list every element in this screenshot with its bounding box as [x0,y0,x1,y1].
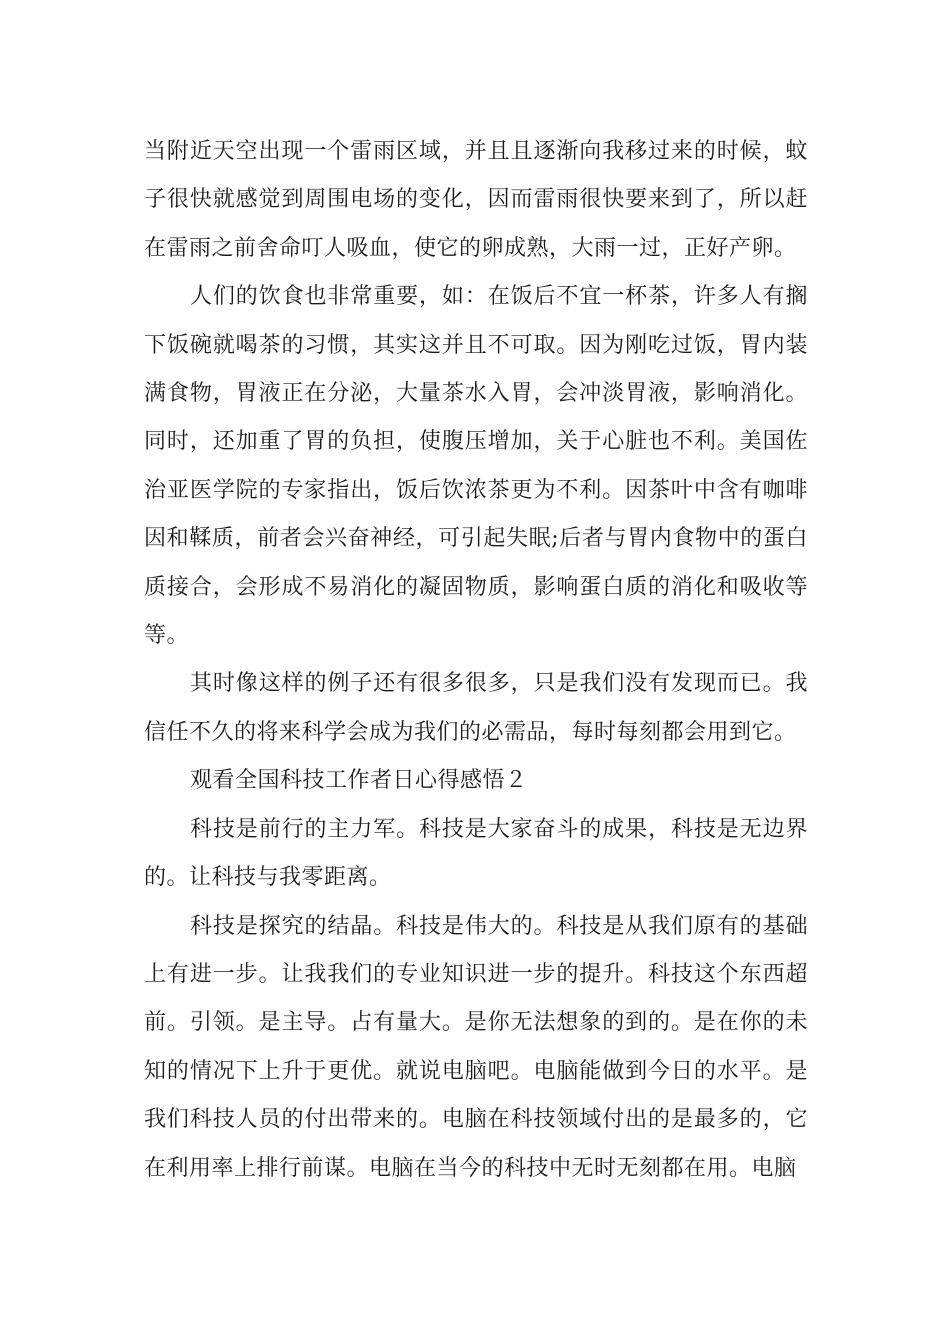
section-heading: 观看全国科技工作者日心得感悟２ [190,768,528,794]
paragraph-mosquito: 当附近天空出现一个雷雨区域，并且且逐渐向我移过来的时候，蚊子很快就感觉到周围电场的变化，因而雷雨很快要来到了，所以赶在雷雨之前舍命叮人吸血，使它的卵成熟，大雨一过，正好产卵。 [144,139,808,261]
paragraph-diet-tea: 人们的饮食也非常重要，如：在饭后不宜一杯茶，许多人有搁下饭碗就喝茶的习惯，其实这并且不可取。因为刚吃过饭，胃内装满食物，胃液正在分泌，大量茶水入胃，会冲淡胃液，影响消化。同时，还加重了胃的负担，使腹压增加，关于心脏也不利。美国佐治亚医学院的专家指出，饭后饮浓茶更为不利。因茶叶中含有咖啡因和鞣质，前者会兴奋神经，可引起失眠;后者与胃内食物中的蛋白质接合，会形成不易消化的凝固物质，影响蛋白质的消化和吸收等等。 [144,284,808,649]
document-body [144,128,808,1193]
paragraph-examples: 其时像这样的例子还有很多很多，只是我们没有发现而已。我信任不久的将来科学会成为我们的必需品，每时每刻都会用到它。 [144,671,808,745]
paragraph-tech-vanguard: 科技是前行的主力军。科技是大家奋斗的成果，科技是无边界的。让科技与我零距离。 [144,816,808,891]
paragraph-tech-crystal: 科技是探究的结晶。科技是伟大的。科技是从我们原有的基础上有进一步。让我我们的专业知识进一步的提升。科技这个东西超前。引领。是主导。占有量大。是你无法想象的到的。是在你的未知的情况下上升于更优。就说电脑吧。电脑能做到今日的水平。是我们科技人员的付出带来的。电脑在科技领域付出的是最多的，它在利用率上排行前谋。电脑在当今的科技中无时无刻都在用。电脑 [144,913,808,1181]
